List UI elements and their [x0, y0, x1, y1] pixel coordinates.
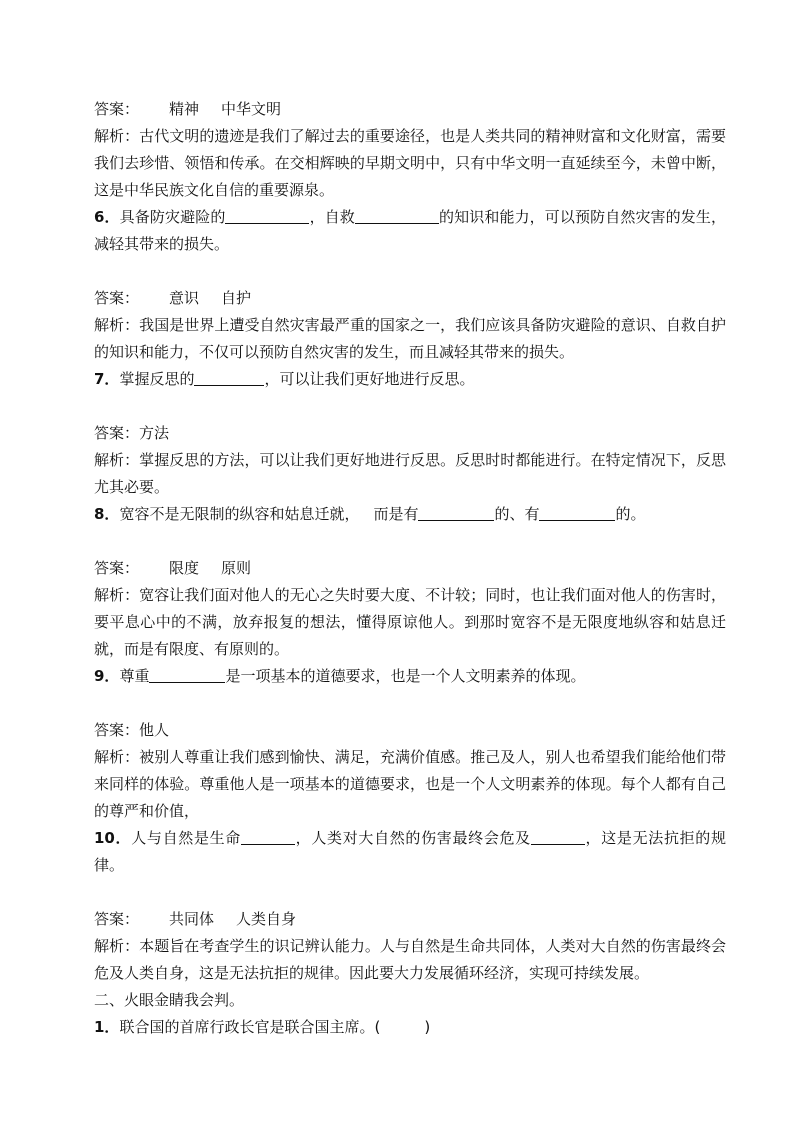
- answer-line: [94, 285, 726, 312]
- question-text: 联合国的首席行政长官是联合国主席。: [119, 1018, 375, 1036]
- question-text: ，自救: [309, 208, 355, 226]
- answer-value: 方法: [139, 424, 170, 442]
- blank-line: [241, 828, 295, 845]
- blank-line: [531, 828, 585, 845]
- answer-value: 中华文明: [221, 100, 282, 118]
- analysis-text: 解析：我国是世界上遭受自然灾害最严重的国家之一，我们应该具备防灾避险的意识、自救自护的知识和能力，不仅可以预防自然灾害的发生，而且减轻其带来的损失。: [94, 316, 726, 361]
- question-number: 1．: [94, 1018, 120, 1036]
- question-text: ，可以让我们更好地进行反思。: [264, 370, 475, 388]
- answer-value: 意识: [169, 289, 200, 307]
- answer-line: [94, 96, 726, 123]
- question-number: 7．: [94, 370, 120, 388]
- paren-open: (: [374, 1018, 381, 1036]
- question-text: 是一项基本的道德要求，也是一个人文明素养的体现。: [225, 667, 586, 685]
- answer-value: 人类自身: [236, 910, 297, 928]
- question-text: ，人类对大自然的伤害最终会危及: [295, 829, 531, 847]
- question-text: 具备防灾避险的: [119, 208, 226, 226]
- question-number: 8．: [94, 505, 120, 523]
- answer-value: 精神: [169, 100, 200, 118]
- question-6: [94, 204, 726, 258]
- blank-line: [194, 369, 264, 386]
- question-number: 9．: [94, 667, 120, 685]
- answer-value: 原则: [221, 559, 252, 577]
- answer-line: [94, 555, 726, 582]
- blank-line: [355, 207, 439, 224]
- judge-question-1: [94, 1014, 726, 1041]
- answer-label: 答案：: [94, 910, 140, 928]
- question-number: 10．: [94, 829, 132, 847]
- section-heading: 二、火眼金睛我会判。: [94, 991, 245, 1009]
- question-7: [94, 366, 726, 393]
- question-text: 而是有: [373, 505, 419, 523]
- answer-label: 答案：: [94, 424, 140, 442]
- answer-line: [94, 906, 726, 933]
- blank-line: [225, 207, 309, 224]
- answer-label: 答案：: [94, 289, 140, 307]
- answer-value: 他人: [139, 721, 170, 739]
- answer-label: 答案：: [94, 100, 140, 118]
- question-text: 的知识和能力，可以预防自然灾害的发生，减轻其带来的损失。: [94, 208, 726, 253]
- analysis-text: 解析：被别人尊重让我们感到愉快、满足，充满价值感。推己及人，别人也希望我们能给他们带来同样的体验。尊重他人是一项基本的道德要求，也是一个人文明素养的体现。每个人都有自己的尊严和价值，: [94, 748, 726, 820]
- question-text: 宽容不是无限制的纵容和姑息迁就，: [119, 505, 360, 523]
- paren-close: ): [424, 1018, 431, 1036]
- analysis-text: 解析：掌握反思的方法，可以让我们更好地进行反思。反思时时都能进行。在特定情况下，反思尤其必要。: [94, 451, 726, 496]
- blank-line: [149, 666, 225, 683]
- analysis-text: 解析：宽容让我们面对他人的无心之失时要大度、不计较；同时，也让我们面对他人的伤害时，要平息心中的不满，放弃报复的想法，懂得原谅他人。到那时宽容不是无限度地纵容和姑息迁就，而是有限度、有原则的。: [94, 586, 726, 658]
- answer-value: 限度: [169, 559, 200, 577]
- question-text: 的。: [615, 505, 646, 523]
- analysis-text: 解析：古代文明的遗迹是我们了解过去的重要途径，也是人类共同的精神财富和文化财富，需要我们去珍惜、领悟和传承。在交相辉映的早期文明中，只有中华文明一直延续至今，未曾中断，这是中华民族文化自信的重要源泉。: [94, 127, 726, 199]
- answer-value: 共同体: [169, 910, 215, 928]
- question-text: 掌握反思的: [119, 370, 195, 388]
- question-text: 人与自然是生命: [131, 829, 241, 847]
- blank-line: [539, 504, 615, 521]
- blank-line: [418, 504, 494, 521]
- question-8: [94, 501, 726, 528]
- question-text: ，这是无法抗拒的规律。: [94, 829, 726, 874]
- answer-line: [94, 420, 726, 447]
- document-page: [94, 96, 726, 1041]
- question-9: [94, 663, 726, 690]
- answer-line: [94, 717, 726, 744]
- answer-label: 答案：: [94, 559, 140, 577]
- answer-label: 答案：: [94, 721, 140, 739]
- question-number: 6．: [94, 208, 120, 226]
- analysis-text: 解析：本题旨在考查学生的识记辨认能力。人与自然是生命共同体，人类对大自然的伤害最终会危及人类自身，这是无法抗拒的规律。因此要大力发展循环经济，实现可持续发展。: [94, 937, 726, 982]
- question-10: [94, 825, 726, 879]
- answer-value: 自护: [221, 289, 252, 307]
- question-text: 尊重: [119, 667, 150, 685]
- question-text: 的、有: [494, 505, 540, 523]
